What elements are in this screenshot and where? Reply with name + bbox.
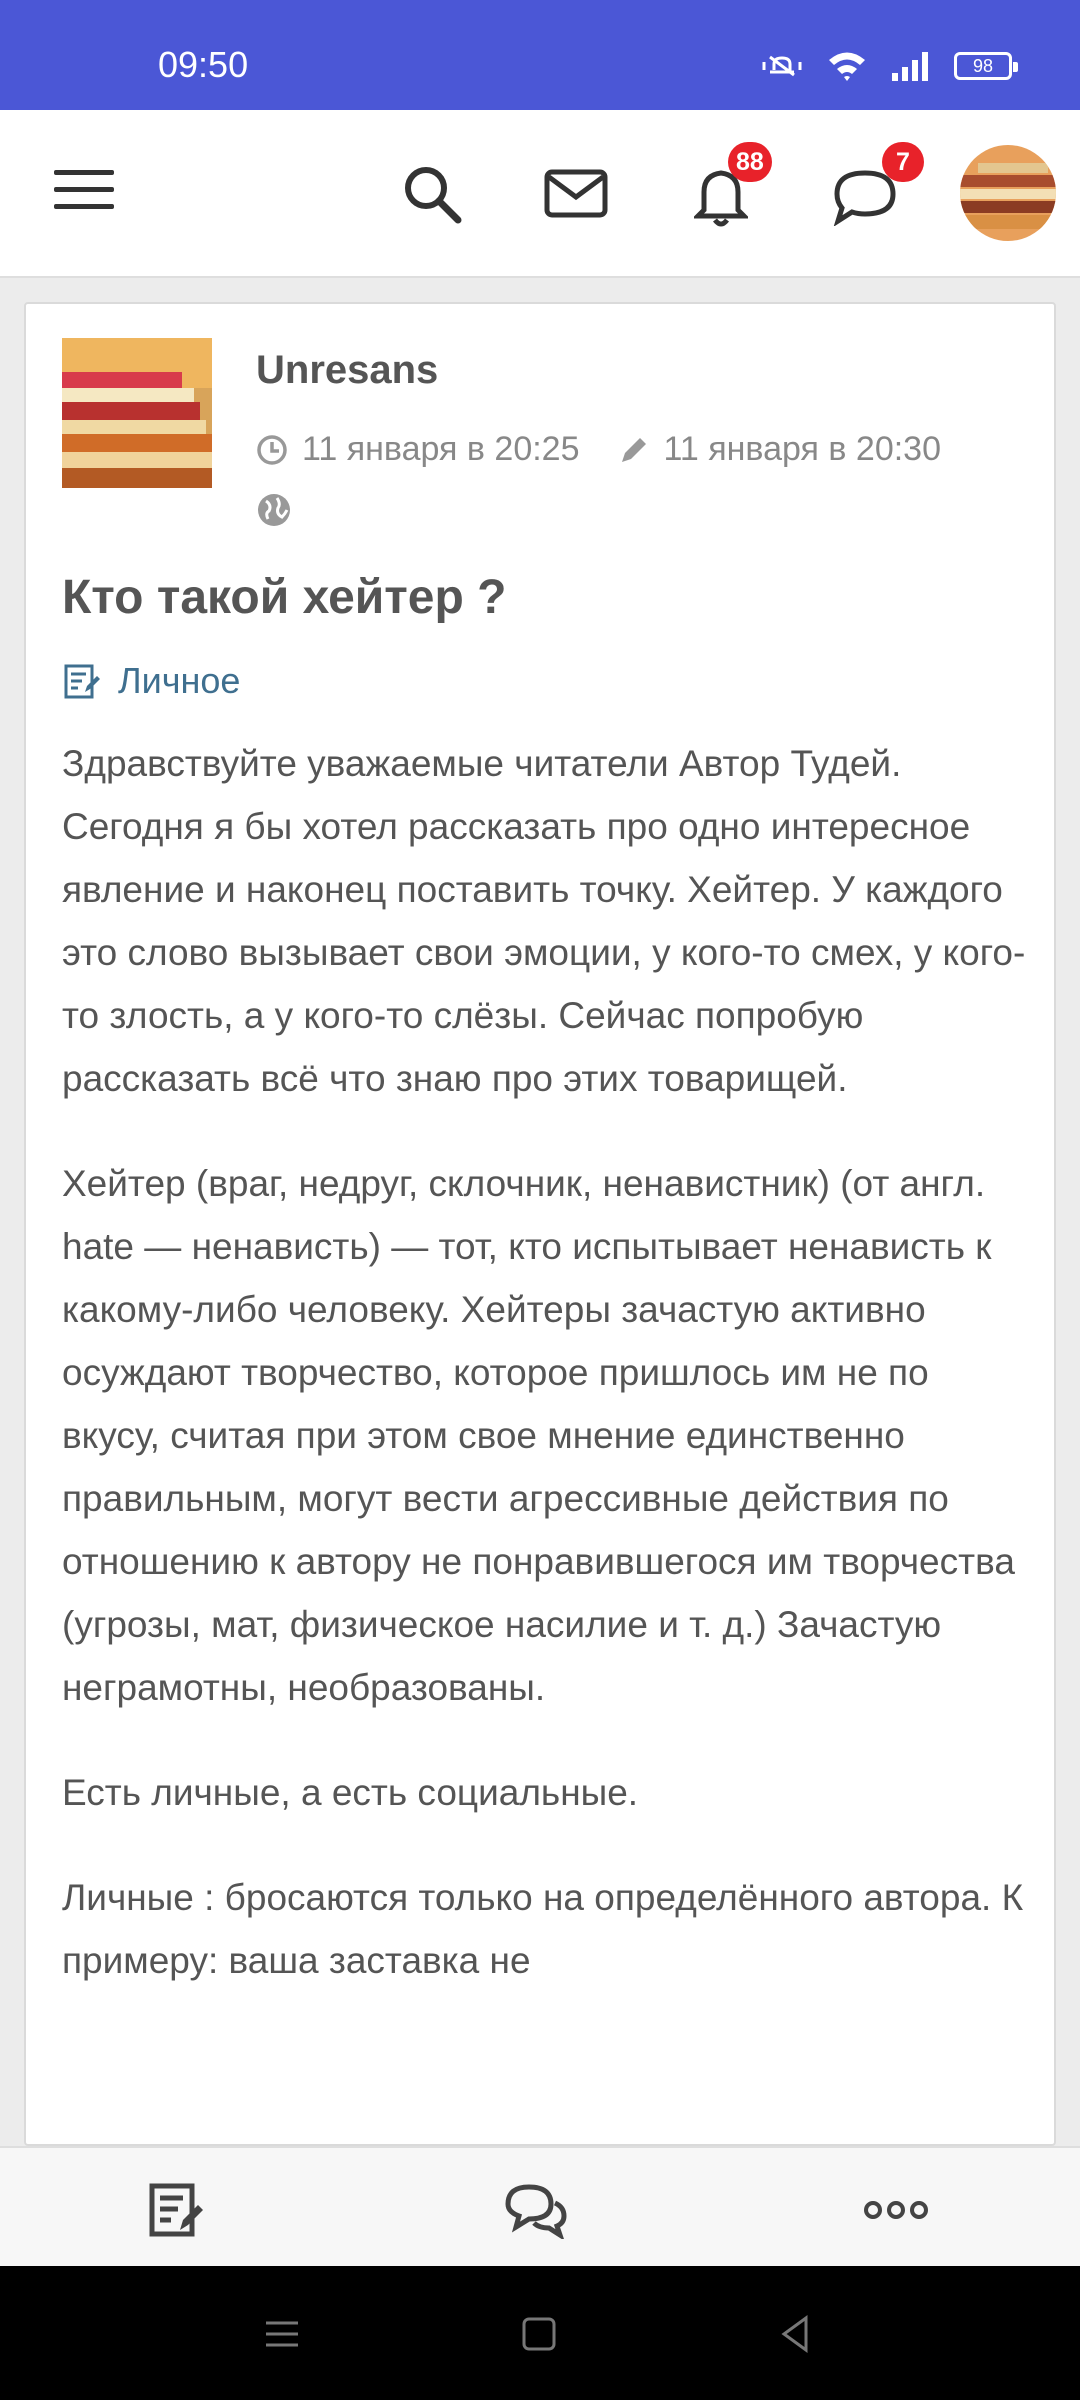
- author-avatar[interactable]: [62, 338, 212, 488]
- globe-icon: [256, 492, 292, 528]
- status-icons: [760, 48, 1012, 84]
- more-button[interactable]: [860, 2174, 932, 2246]
- post-body: [62, 732, 1032, 2034]
- post-title: Кто такой хейтер ?: [62, 571, 507, 624]
- system-navigation-bar: [0, 2266, 1080, 2400]
- post-paragraph: Хейтер (враг, недруг, склочник, ненавистник) (от англ. hate — ненависть) — тот, кто испытывает ненависть к какому-либо человеку. Хейтеры зачастую активно осуждают творчество, которое пришлось им не по вкусу, считая при этом свое мнение единственно правильным, могут вести агрессивные действия по отношению к автору не понравившегося им творчества (угрозы, мат, физическое насилие и т. д.) Зачастую неграмотны, необразованы.: [62, 1163, 1015, 1708]
- bottom-toolbar: [0, 2146, 1080, 2266]
- created-date: 11 января в 20:25: [302, 430, 580, 468]
- clock-icon: [256, 434, 288, 466]
- hamburger-icon[interactable]: [54, 170, 114, 214]
- recents-menu-icon[interactable]: [258, 2310, 306, 2358]
- notifications-badge: 88: [728, 142, 772, 182]
- search-icon[interactable]: [400, 162, 464, 226]
- user-avatar[interactable]: [960, 145, 1056, 241]
- post-paragraph: Есть личные, а есть социальные.: [62, 1772, 639, 1813]
- category-link[interactable]: [62, 660, 240, 702]
- post-card: [24, 302, 1056, 2146]
- messages-badge: 7: [882, 142, 924, 182]
- more-dots-icon: [864, 2200, 928, 2220]
- notebook-edit-icon: [144, 2178, 208, 2242]
- vibrate-off-icon: [760, 48, 804, 84]
- wifi-icon: [826, 49, 868, 83]
- home-square-icon[interactable]: [514, 2310, 562, 2358]
- signal-icon: [890, 49, 932, 83]
- discussions-button[interactable]: [500, 2174, 572, 2246]
- notebook-edit-icon: [62, 661, 102, 701]
- back-triangle-icon[interactable]: [772, 2310, 820, 2358]
- author-name[interactable]: Unresans: [256, 348, 439, 392]
- mail-icon[interactable]: [544, 168, 608, 220]
- status-time: 09:50: [158, 44, 249, 85]
- chat-bubbles-icon: [503, 2181, 569, 2239]
- category-label[interactable]: Личное: [118, 660, 241, 701]
- edited-date: 11 января в 20:30: [663, 430, 941, 468]
- post-paragraph: Личные : бросаются только на определённого автора. К примеру: ваша заставка не: [62, 1877, 1024, 1981]
- pencil-icon: [618, 434, 650, 466]
- battery-indicator: 98: [954, 52, 1012, 80]
- app-header: [0, 110, 1080, 278]
- post-meta: [256, 430, 941, 469]
- status-bar: [0, 0, 1080, 110]
- post-paragraph: Здравствуйте уважаемые читатели Автор Тудей. Сегодня я бы хотел рассказать про одно интересное явление и наконец поставить точку. Хейтер. У каждого это слово вызывает свои эмоции, у кого-то смех, у кого-то злость, а у кого-то слёзы. Сейчас попробую рассказать всё что знаю про этих товарищей.: [62, 743, 1026, 1099]
- write-post-button[interactable]: [140, 2174, 212, 2246]
